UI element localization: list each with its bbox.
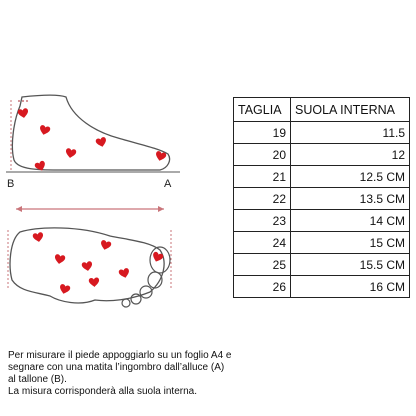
insole-cell: 11.5 xyxy=(291,122,410,144)
table-row xyxy=(234,144,410,166)
label-heel-b: B xyxy=(7,178,15,190)
insole-cell: 12.5 CM xyxy=(291,166,410,188)
foot-measurement-illustration xyxy=(0,0,210,330)
header-taglia: TAGLIA xyxy=(234,98,291,122)
label-toe-a: A xyxy=(164,178,172,190)
table-row xyxy=(234,232,410,254)
size-cell: 22 xyxy=(234,188,291,210)
insole-cell: 13.5 CM xyxy=(291,188,410,210)
table-header-row xyxy=(234,98,410,122)
size-cell: 26 xyxy=(234,276,291,298)
foot-top-view xyxy=(8,206,171,307)
instruction-line: al tallone (B). xyxy=(8,374,67,385)
table-row xyxy=(234,188,410,210)
table-row xyxy=(234,276,410,298)
table-row xyxy=(234,254,410,276)
size-cell: 20 xyxy=(234,144,291,166)
size-cell: 21 xyxy=(234,166,291,188)
insole-cell: 15 CM xyxy=(291,232,410,254)
size-cell: 24 xyxy=(234,232,291,254)
insole-cell: 12 xyxy=(291,144,410,166)
insole-cell: 14 CM xyxy=(291,210,410,232)
instruction-line: Per misurare il piede appoggiarlo su un foglio A4 e xyxy=(8,350,232,361)
size-cell: 25 xyxy=(234,254,291,276)
header-suola-interna: SUOLA INTERNA xyxy=(291,98,410,122)
table-row xyxy=(234,166,410,188)
foot-drawings xyxy=(0,0,210,330)
table-row xyxy=(234,122,410,144)
size-cell: 19 xyxy=(234,122,291,144)
insole-cell: 16 CM xyxy=(291,276,410,298)
size-chart-table xyxy=(233,97,410,298)
table-row xyxy=(234,210,410,232)
instruction-line: segnare con una matita l’ingombro dall’alluce (A) xyxy=(8,362,225,373)
measurement-instructions xyxy=(8,350,328,398)
foot-side-view xyxy=(6,95,180,172)
size-cell: 23 xyxy=(234,210,291,232)
instruction-line: La misura corrisponderà alla suola interna. xyxy=(8,386,197,397)
insole-cell: 15.5 CM xyxy=(291,254,410,276)
